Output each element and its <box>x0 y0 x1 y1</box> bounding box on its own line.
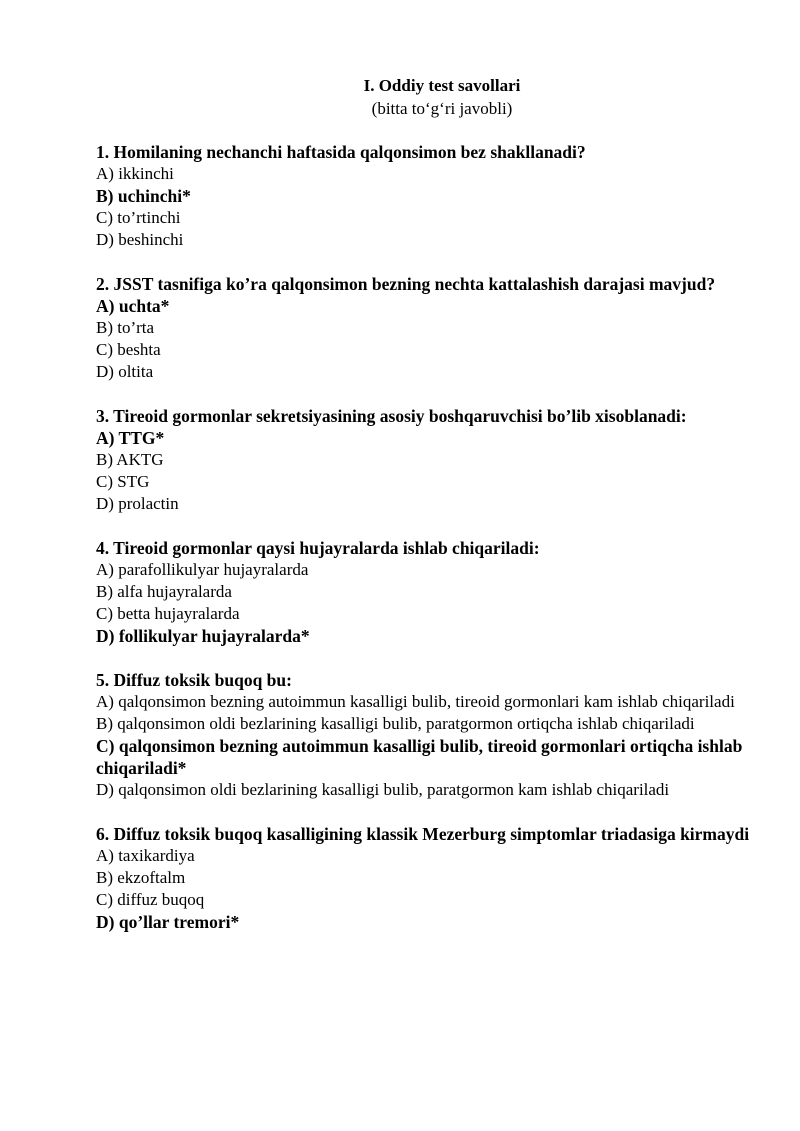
answer-option: C) beshta <box>96 340 161 359</box>
question-text: 2. JSST tasnifiga ko’ra qalqonsimon bezning nechta kattalashish darajasi mavjud? <box>96 274 716 294</box>
question-6 <box>96 823 756 933</box>
answer-option: D) oltita <box>96 362 154 381</box>
answer-option: D) beshinchi <box>96 230 184 249</box>
answer-option: C) STG <box>96 472 150 491</box>
answer-option: C) betta hujayralarda <box>96 604 240 623</box>
answer-option: B) AKTG <box>96 450 164 469</box>
answer-option: A) taxikardiya <box>96 846 195 865</box>
answer-option: C) diffuz buqoq <box>96 890 205 909</box>
answer-option-correct: C) qalqonsimon bezning autoimmun kasalligi bulib, tireoid gormonlari ortiqcha ishlab chiqariladi* <box>96 736 743 778</box>
answer-option: D) qalqonsimon oldi bezlarining kasalligi bulib, paratgormon kam ishlab chiqariladi <box>96 780 670 799</box>
question-text: 5. Diffuz toksik buqoq bu: <box>96 670 292 690</box>
question-text: 1. Homilaning nechanchi haftasida qalqonsimon bez shakllanadi? <box>96 142 586 162</box>
question-5 <box>96 669 756 801</box>
answer-option: B) ekzoftalm <box>96 868 186 887</box>
question-text: 6. Diffuz toksik buqoq kasalligining klassik Mezerburg simptomlar triadasiga kirmaydi <box>96 824 750 844</box>
answer-option-correct: D) follikulyar hujayralarda* <box>96 626 310 646</box>
question-3 <box>96 405 756 515</box>
answer-option-correct: B) uchinchi* <box>96 186 191 206</box>
answer-option: A) parafollikulyar hujayralarda <box>96 560 309 579</box>
answer-option: B) alfa hujayralarda <box>96 582 232 601</box>
answer-option: A) ikkinchi <box>96 164 174 183</box>
section-title: I. Oddiy test savollari <box>363 76 521 95</box>
question-text: 4. Tireoid gormonlar qaysi hujayralarda ishlab chiqariladi: <box>96 538 540 558</box>
answer-option-correct: D) qo’llar tremori* <box>96 912 240 932</box>
question-text: 3. Tireoid gormonlar sekretsiyasining asosiy boshqaruvchisi bo’lib xisoblanadi: <box>96 406 687 426</box>
answer-option: A) qalqonsimon bezning autoimmun kasalligi bulib, tireoid gormonlari kam ishlab chiqariladi <box>96 692 735 711</box>
answer-option: D) prolactin <box>96 494 179 513</box>
answer-option-correct: A) uchta* <box>96 296 170 316</box>
question-2 <box>96 273 756 383</box>
section-header <box>96 74 756 119</box>
answer-option-correct: A) TTG* <box>96 428 165 448</box>
document-page <box>96 74 756 933</box>
question-1 <box>96 141 756 251</box>
section-subtitle: (bitta to‘g‘ri javobli) <box>371 99 513 118</box>
answer-option: B) qalqonsimon oldi bezlarining kasalligi bulib, paratgormon ortiqcha ishlab chiqariladi <box>96 714 695 733</box>
question-4 <box>96 537 756 647</box>
answer-option: B) to’rta <box>96 318 155 337</box>
answer-option: C) to’rtinchi <box>96 208 181 227</box>
